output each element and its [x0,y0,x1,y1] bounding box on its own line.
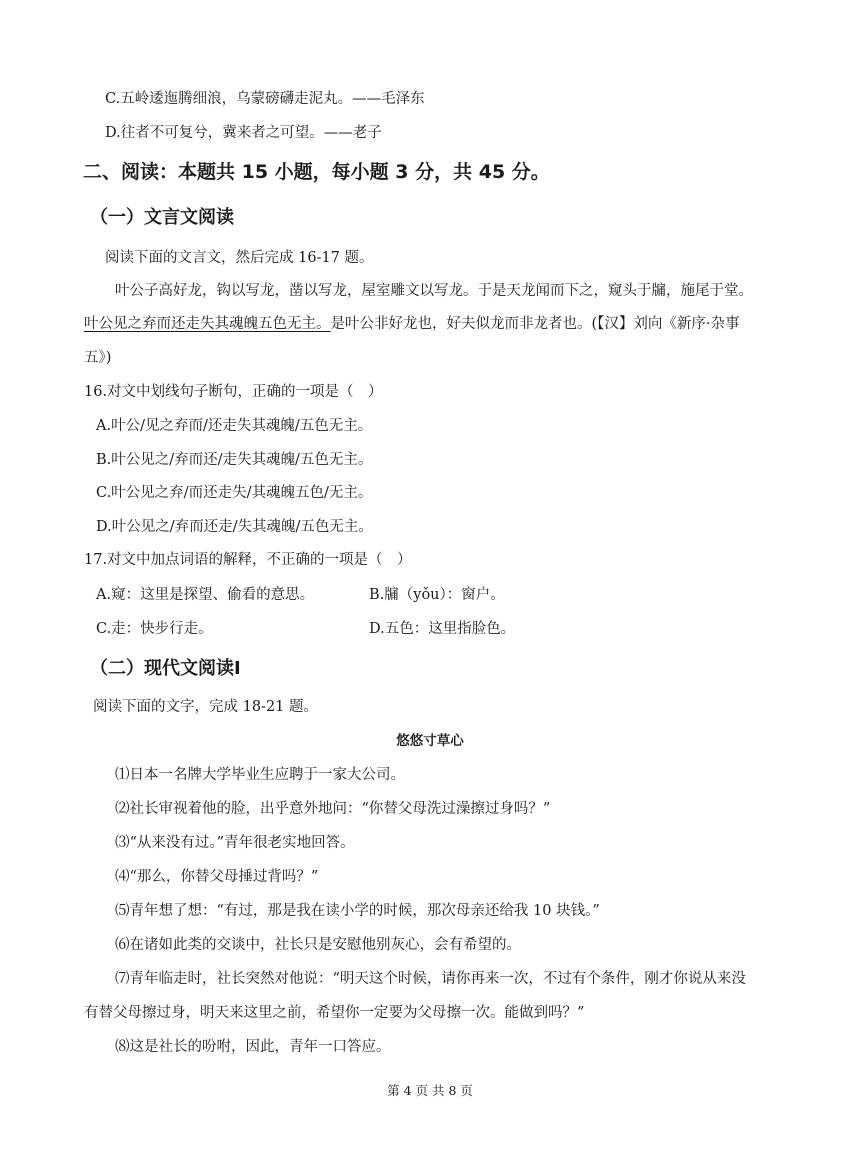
paragraph: ⑸青年想了想：“有过，那是我在读小学的时候，那次母亲还给我 10 块钱。” [115,903,600,919]
classical-chinese-heading: （一）文言文阅读 [90,207,234,228]
classical-instruction: 阅读下面的文言文，然后完成 16-17 题。 [105,250,374,266]
q17-stem: 17.对文中加点词语的解释，不正确的一项是（ ） [84,552,412,568]
q17-option-b: B.牖（yǒu）：窗户。 [369,587,505,603]
paragraph: ⑵社长审视着他的脸，出乎意外地问：“你替父母洗过澡擦过身吗？” [115,801,551,817]
modern-reading-heading: （二）现代文阅读Ⅰ [90,658,241,679]
passage-line-2 [84,314,740,334]
q16-option-b: B.叶公见之/弃而还/走失其魂魄/五色无主。 [96,452,373,468]
q17-option-d: D.五色：这里指脸色。 [369,621,516,637]
passage-line-2-rest: 是叶公非好龙也，好夫似龙而非龙者也。(【汉】刘向《新序·杂事 [330,316,740,332]
paragraph: ⑹在诸如此类的交谈中，社长只是安慰他别灰心，会有希望的。 [115,937,521,953]
passage-line-3: 五》) [84,350,112,366]
option-d: D.往者不可复兮，冀来者之可望。——老子 [105,125,382,141]
q17-option-a: A.窥：这里是探望、偷看的意思。 [96,587,315,603]
modern-instruction: 阅读下面的文字，完成 18-21 题。 [93,699,319,715]
paragraph: ⑺青年临走时，社长突然对他说：“明天这个时候，请你再来一次，不过有个条件，刚才你说从来没 [115,971,746,987]
paragraph: ⑷“那么，你替父母捶过背吗？” [115,869,319,885]
q17-option-c: C.走：快步行走。 [96,621,213,637]
q16-option-a: A.叶公/见之弃而/还走失其魂魄/五色无主。 [96,418,373,434]
paragraph-continuation: 有替父母擦过身，明天来这里之前，希望你一定要为父母擦一次。能做到吗？” [84,1005,585,1021]
paragraph: ⑴日本一名牌大学毕业生应聘于一家大公司。 [115,767,405,783]
page-footer: 第 4 页 共 8 页 [387,1083,473,1098]
article-title: 悠悠寸草心 [396,733,464,749]
option-c: C.五岭逶迤腾细浪，乌蒙磅礴走泥丸。——毛泽东 [105,91,425,107]
passage-line-1: 叶公子高好龙，钩以写龙，凿以写龙，屋室雕文以写龙。于是天龙闻而下之，窥头于牖，施尾于堂。 [115,283,753,299]
paragraph: ⑶“从来没有过。”青年很老实地回答。 [115,835,355,851]
q16-stem: 16.对文中划线句子断句，正确的一项是（ ） [84,384,383,400]
section-heading: 二、阅读：本题共 15 小题，每小题 3 分，共 45 分。 [83,161,550,183]
q16-option-c: C.叶公见之弃/而还走失/其魂魄五色/无主。 [96,485,373,501]
paragraph: ⑻这是社长的吩咐，因此，青年一口答应。 [115,1039,391,1055]
q16-option-d: D.叶公见之/弃而还走/失其魂魄/五色无主。 [96,519,373,535]
underlined-sentence: 叶公见之弃而还走失其魂魄五色无主。 [84,316,331,332]
